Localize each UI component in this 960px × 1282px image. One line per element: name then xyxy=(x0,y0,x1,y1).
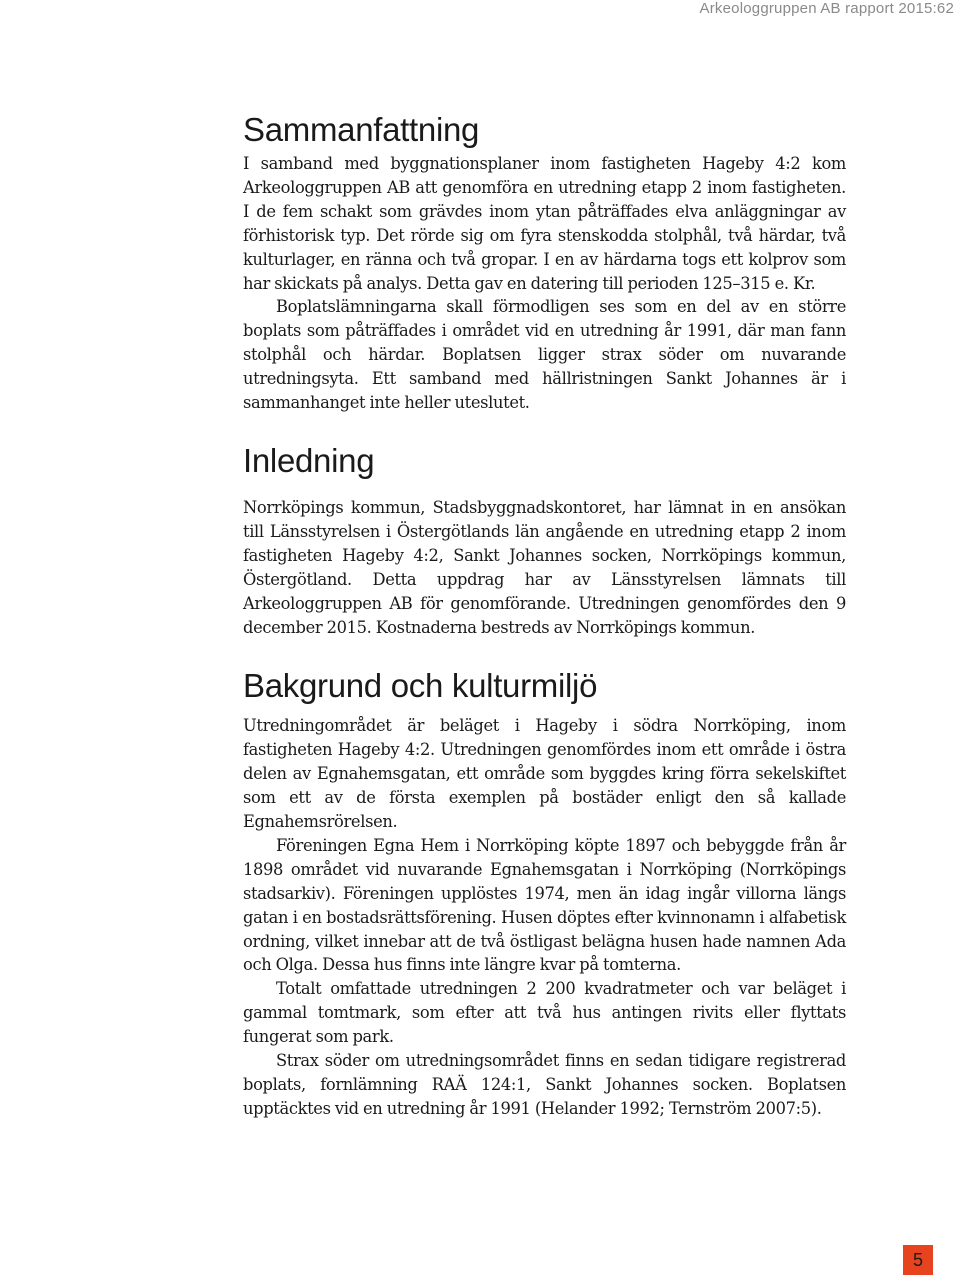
report-body xyxy=(243,110,846,1121)
section-heading: Bakgrund och kulturmiljö xyxy=(243,667,598,705)
body-paragraph: I samband med byggnationsplaner inom fastigheten Hageby 4:2 kom Arkeologgruppen AB att genomföra en utredning etapp 2 inom fastigheten. I de fem schakt som grävdes inom ytan påträffades elva anläggningar av förhistorisk typ. Det rörde sig om fyra stenskodda stolphål, två härdar, två kulturlager, en ränna och två gropar. I en av härdarna togs ett kolprov som har skickats på analys. Detta gav en datering till perioden 125–315 e. Kr. xyxy=(243,154,846,293)
section-heading: Sammanfattning xyxy=(243,111,480,148)
body-paragraph: Utredningområdet är beläget i Hageby i södra Norrköping, inom fastigheten Hageby 4:2. Utredningen genomfördes inom ett område i östra delen av Egnahemsgatan, ett område som byggdes kring förra sekelskiftet som ett av de första exemplen på bostäder enligt den så kallade Egnahemsrörelsen. xyxy=(243,716,846,832)
body-paragraph: Totalt omfattade utredningen 2 200 kvadratmeter och var beläget i gammal tomtmark, som efter att två hus antingen rivits eller flyttats fungerat som park. xyxy=(243,979,846,1047)
body-paragraph: Norrköpings kommun, Stadsbyggnadskontoret, har lämnat in en ansökan till Länsstyrelsen i Östergötlands län angående en utredning etapp 2 inom fastigheten Hageby 4:2, Sankt Johannes socken, Norrköpings kommun, Östergötland. Detta uppdrag har av Länsstyrelsen lämnats till Arkeologgruppen AB för genomförande. Utredningen genomfördes den 9 december 2015. Kostnaderna bestreds av Norrköpings kommun. xyxy=(243,497,846,637)
section-inledning xyxy=(243,441,846,639)
running-header: Arkeologgruppen AB rapport 2015:62 xyxy=(699,0,954,17)
body-paragraph: Boplatslämningarna skall förmodligen ses som en del av en större boplats som påträffades i området vid en utredning år 1991, där man fann stolphål och härdar. Boplatsen ligger strax söder om nuvarande utredningsyta. Ett samband med hällristningen Sankt Johannes är i sammanhanget inte heller uteslutet. xyxy=(243,297,846,413)
body-paragraph: Strax söder om utredningsområdet finns en sedan tidigare registrerad boplats, fornlämning RAÄ 124:1, Sankt Johannes socken. Boplatsen upptäcktes vid en utredning år 1991 (Helander 1992; Ternström 2007:5). xyxy=(243,1051,846,1118)
section-bakgrund xyxy=(243,666,846,1120)
section-heading: Inledning xyxy=(243,441,375,479)
body-paragraph: Föreningen Egna Hem i Norrköping köpte 1897 och bebyggde från år 1898 området vid nuvarande Egnahemsgatan i Norrköping (Norrköpings stadsarkiv). Föreningen upplöstes 1974, men än idag ingår villorna längs gatan i en bostadsrättsförening. Husen döptes efter kvinnonamn i alfabetisk ordning, vilket innebar att de två östligast belägna husen hade namnen Ada och Olga. Dessa hus finns inte längre kvar på tomterna. xyxy=(243,835,846,975)
page-number-badge: 5 xyxy=(903,1245,933,1275)
section-sammanfattning xyxy=(243,110,846,415)
